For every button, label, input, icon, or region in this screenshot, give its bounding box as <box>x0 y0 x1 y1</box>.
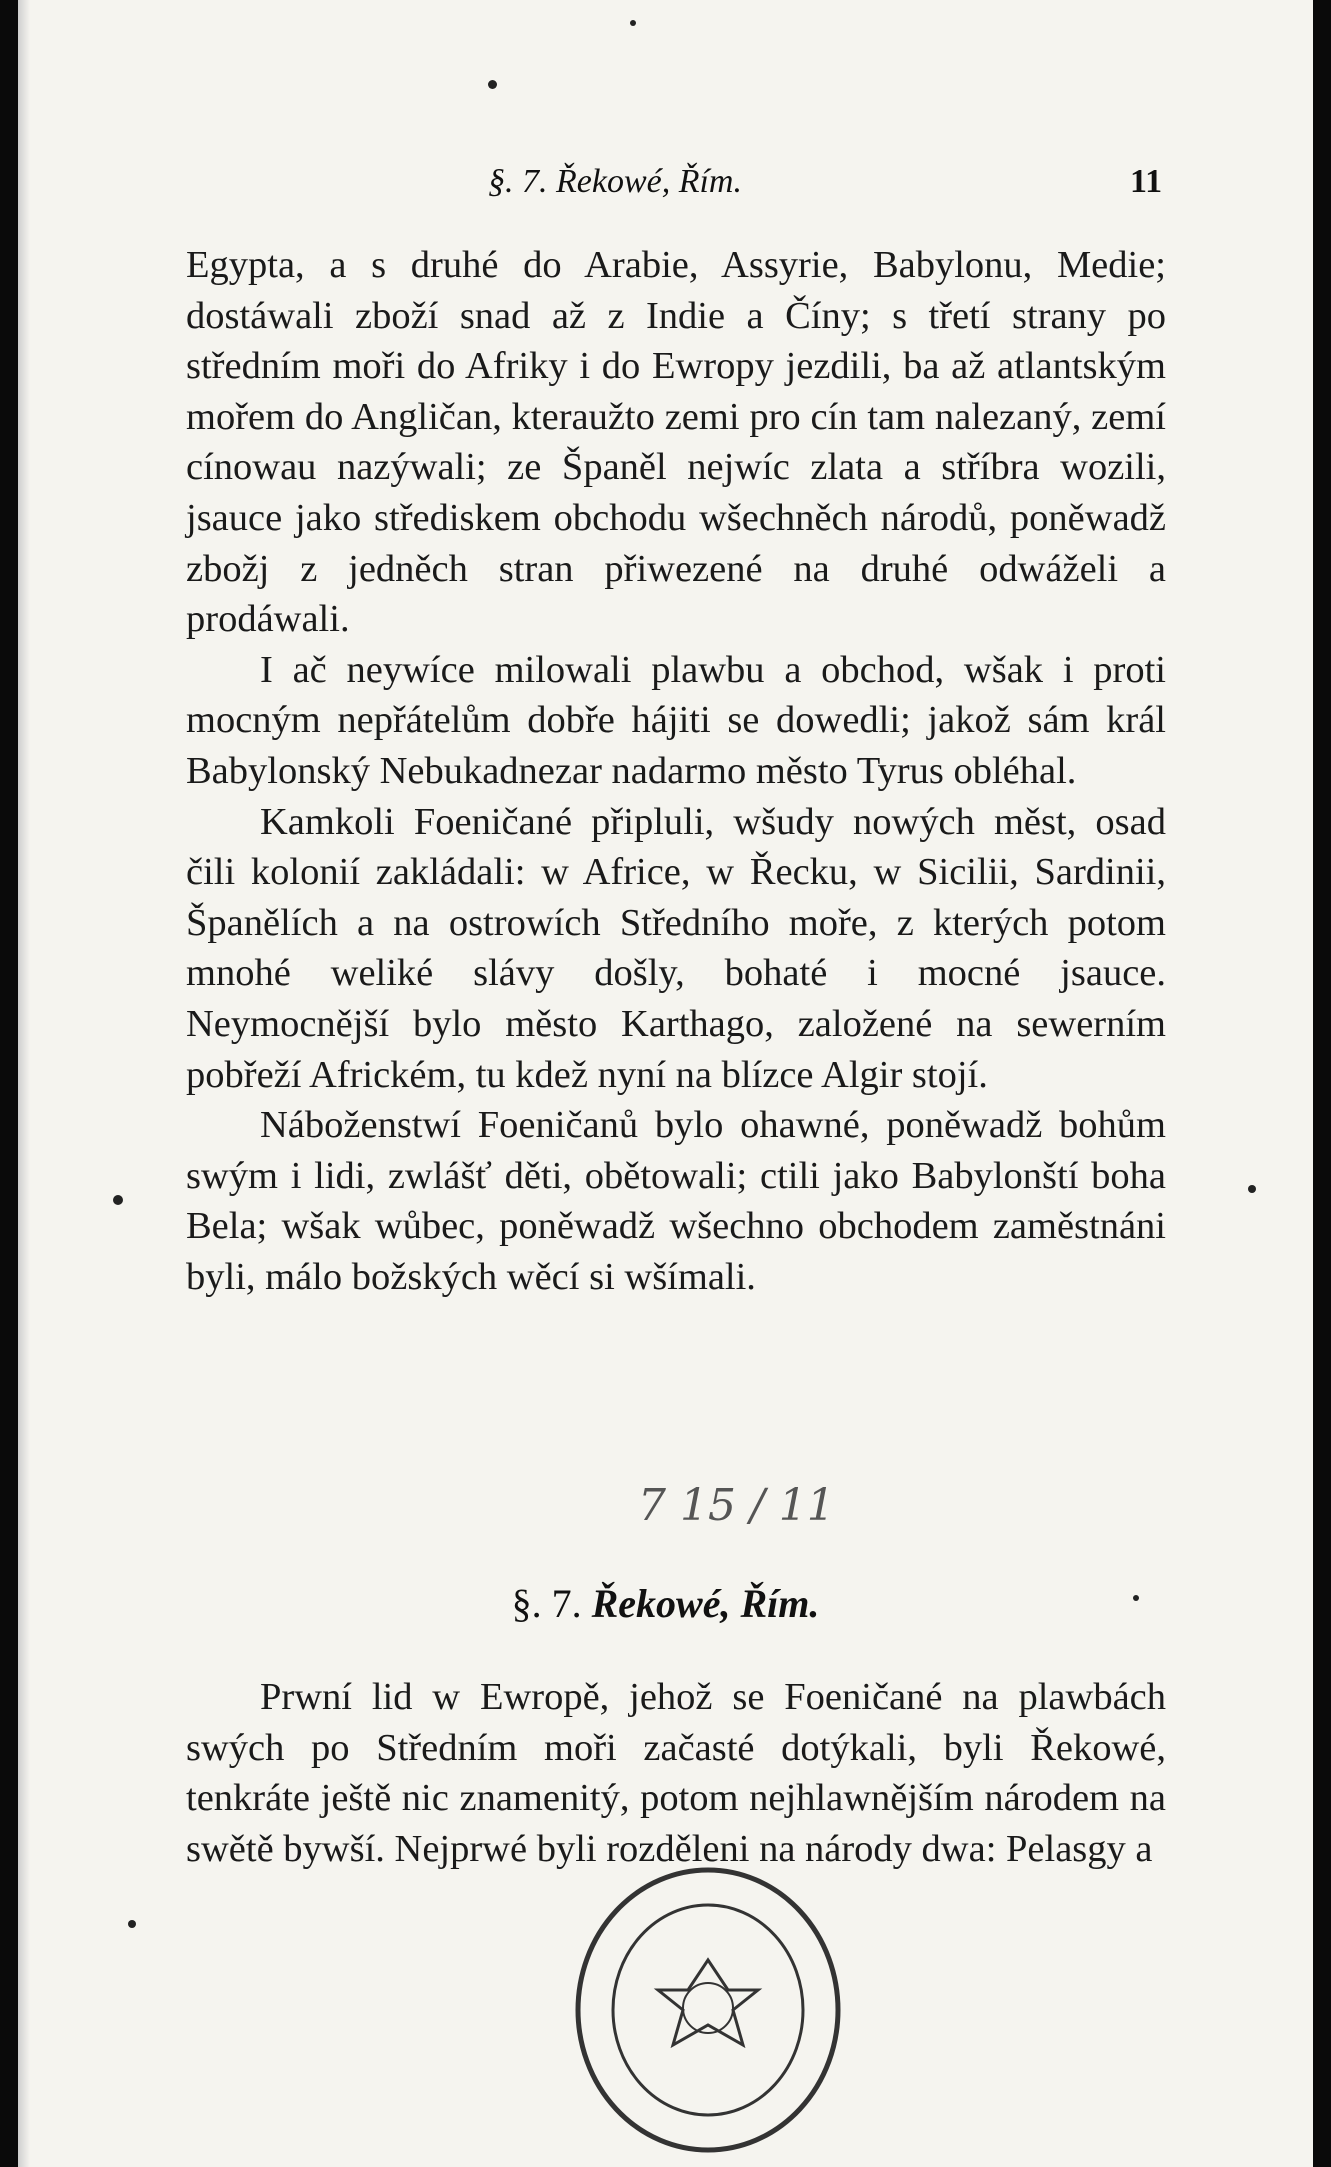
handwritten-note: 7 15 / 11 <box>638 1480 835 1531</box>
running-header <box>18 155 1313 205</box>
paragraph-3: Kamkoli Foeničané připluli, wšudy nowých měst, osad čili kolonií zakládali: w Africe, w Řecku, w Sicilii, Sardinii, Španělích a na ostrowích Středního moře, z kterých potom mnohé weliké slávy došly, bohaté i mocné jsauce. Neymocnější bylo město Karthago, založené na sewerním pobřeží Africkém, tu kdež nyní na blízce Algir stojí. <box>186 800 1166 1096</box>
book-page <box>18 0 1313 2167</box>
page-number: 11 <box>1130 163 1163 200</box>
section-heading-prefix: §. 7. <box>511 1581 582 1626</box>
paragraph-2: I ač neywíce milowali plawbu a obchod, wšak i proti mocným nepřátelům dobře hájiti se dowedli; jakož sám král Babylonský Nebukadnezar nadarmo město Tyrus obléhal. <box>186 648 1166 792</box>
body-text <box>186 240 1166 1302</box>
ink-dot <box>128 1920 136 1928</box>
ink-dot <box>488 80 497 89</box>
library-stamp <box>558 1840 858 2160</box>
section-paragraph-1: Prwní lid w Ewropě, jehož se Foeničané na plawbách swých po Středním moři začasté dotýkali, byli Řekowé, tenkráte ještě nic znamenitý, potom nejhlawnějším národem na swětě bywší. Nejprwé byli rozděleni na národy dwa: Pelasgy a <box>186 1676 1166 1870</box>
section-heading-title: Řekowé, Řím. <box>591 1581 820 1626</box>
ink-dot <box>113 1195 123 1205</box>
ink-dot <box>1248 1185 1256 1193</box>
paragraph-4: Náboženstwí Foeničanů bylo ohawné, poněwadž bohům swým i lidi, zwlášť děti, obětowali; ctili jako Babylonští boha Bela; wšak wůbec, poněwadž wšechno obchodem zaměstnáni byli, málo božských wěcí si wšímali. <box>186 1104 1166 1298</box>
paragraph-1: Egypta, a s druhé do Arabie, Assyrie, Babylonu, Medie; dostáwali zboží snad až z Indie a Číny; s třetí strany po středním moři do Afriky i do Ewropy jezdili, ba až atlantským mořem do Angličan, kteraužto zemi pro cín tam nalezaný, zemí cínowau nazýwali; ze Španěl nejwíc zlata a stříbra wozili, jsauce jako střediskem obchodu wšechněch národů, poněwadž zbožj z jedněch stran přiwezené na druhé odwáželi a prodáwali. <box>186 244 1166 641</box>
ink-dot <box>1133 1595 1139 1601</box>
ink-dot <box>630 20 636 26</box>
page-gutter <box>18 0 30 2167</box>
running-header-section: §. 7. Řekowé, Řím. <box>488 163 742 200</box>
section-heading <box>18 1580 1313 1627</box>
